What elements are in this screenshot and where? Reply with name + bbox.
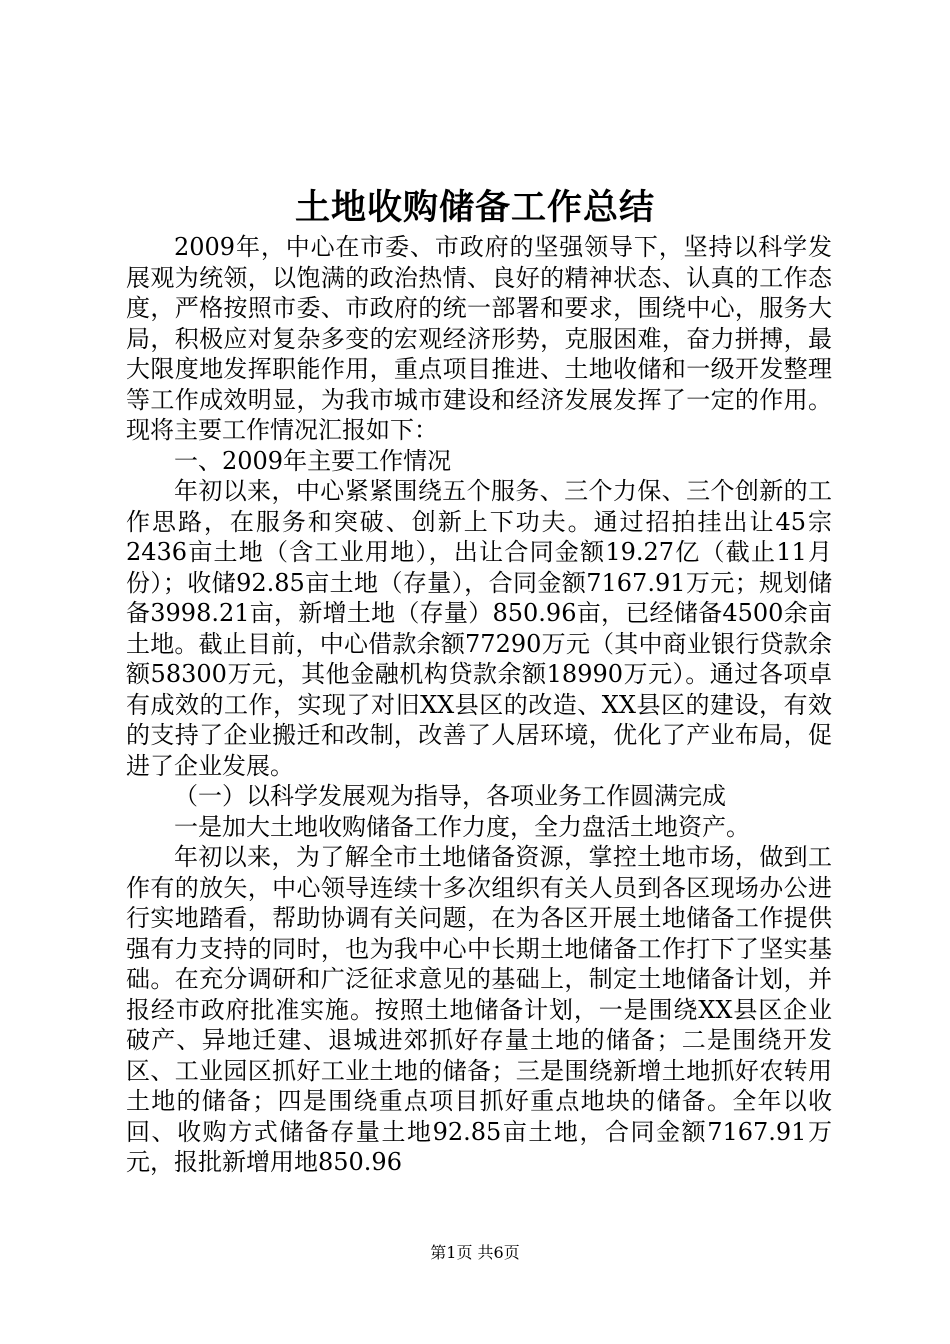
paragraph-summary: 年初以来，中心紧紧围绕五个服务、三个力保、三个创新的工作思路，在服务和突破、创新上下功夫。通过招拍挂出让45宗2436亩土地（含工业用地），出让合同金额19.27亿（截止11月份）；收储92.85亩土地（存量），合同金额7167.91万元；规划储备3998.21亩，新增土地（存量）850.96亩，已经储备4500余亩土地。截止目前，中心借款余额77290万元（其中商业银行贷款余额58300万元，其他金融机构贷款余额18990万元）。通过各项卓有成效的工作，实现了对旧XX县区的改造、XX县区的建设，有效的支持了企业搬迁和改制，改善了人居环境，优化了产业布局，促进了企业发展。 — [126, 477, 832, 780]
paragraph-detail: 年初以来，为了解全市土地储备资源，掌控土地市场，做到工作有的放矢，中心领导连续十多次组织有关人员到各区现场办公进行实地踏看，帮助协调有关问题，在为各区开展土地储备工作提供强有力支持的同时，也为我中心中长期土地储备工作打下了坚实基础。在充分调研和广泛征求意见的基础上，制定土地储备计划，并报经市政府批准实施。按照土地储备计划，一是围绕XX县区企业破产、异地迁建、退城进郊抓好存量土地的储备；二是围绕开发区、工业园区抓好工业土地的储备；三是围绕新增土地抓好农转用土地的储备；四是围绕重点项目抓好重点地块的储备。全年以收回、收购方式储备存量土地92.85亩土地，合同金额7167.91万元，报批新增用地850.96 — [126, 843, 832, 1176]
item-heading-1: 一是加大土地收购储备工作力度，全力盘活土地资产。 — [174, 812, 750, 841]
paragraph-intro: 2009年，中心在市委、市政府的坚强领导下，坚持以科学发展观为统领，以饱满的政治热情、良好的精神状态、认真的工作态度，严格按照市委、市政府的统一部署和要求，围绕中心，服务大局，积极应对复杂多变的宏观经济形势，克服困难，奋力拼搏，最大限度地发挥职能作用，重点项目推进、土地收储和一级开发整理等工作成效明显，为我市城市建设和经济发展发挥了一定的作用。现将主要工作情况汇报如下： — [126, 233, 832, 444]
document-title: 土地收购储备工作总结 — [294, 187, 655, 228]
document-body — [126, 232, 832, 1178]
section-heading-1: 一、2009年主要工作情况 — [174, 446, 452, 475]
page-number: 第1页 共6页 — [430, 1243, 520, 1262]
subsection-heading-1: （一）以科学发展观为指导，各项业务工作圆满完成 — [174, 782, 726, 810]
